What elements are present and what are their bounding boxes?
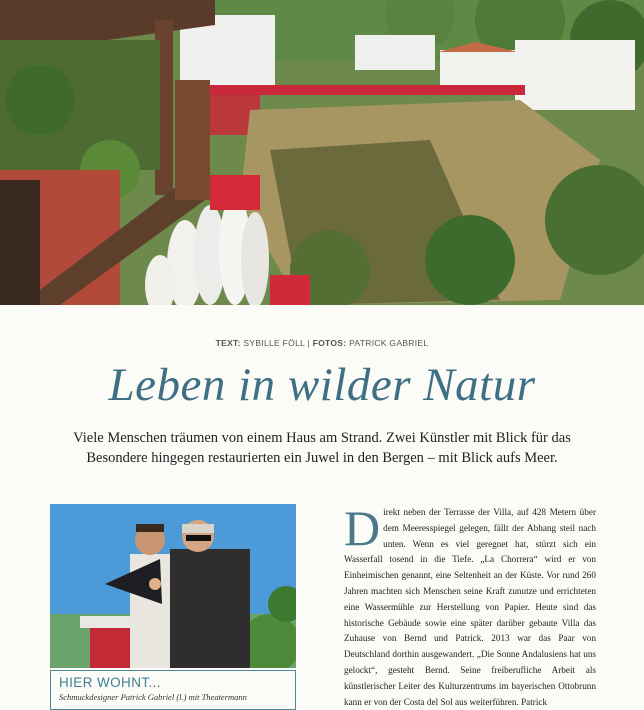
drop-cap: D xyxy=(344,500,381,556)
caption-title: HIER WOHNT... xyxy=(59,675,161,690)
credit-photos-label: FOTOS: xyxy=(312,338,347,348)
portrait-illustration xyxy=(50,504,296,668)
article-body-text: irekt neben der Terrasse der Villa, auf 428 Metern über dem Meeresspiegel gelegen, fällt der Abhang steil nach unten. Wenn es viel geregnet hat, stürzt sich ein Wasserfall tosend in die Tiefe. „La Chorrera“ wird er von Einheimischen genannt, eine Seltenheit an der Küste. Vor rund 260 Jahren machten sich Menschen seine Kraft zunutze und errichteten eine Wassermühle zur Herstellung von Papier. Heute sind das historische Gebäude sowie eine später darüber gebaute Villa das Zuhause von Bernd und Patrick. 2013 war das Paar von Deutschland dorthin ausgewandert. „Die Sonne Andalusiens hat uns gelockt“, gesteht Bernd. Seine freiberufliche Arbeit als künstlerischer Leiter des Kulturzentrums im bayerischen Ottobrunn kann er von der Costa del Sol aus weiterführen. Patrick xyxy=(344,507,596,707)
portrait-photo xyxy=(50,504,296,668)
article-lead: Viele Menschen träumen von einem Haus am Strand. Zwei Künstler mit Blick für das Besondere hingegen restaurierten ein Juwel in den Bergen – mit Blick aufs Meer. xyxy=(73,430,571,466)
caption-box xyxy=(50,670,296,710)
article-title: Leben in wilder Natur xyxy=(108,359,536,411)
caption-subtitle: Schmuckdesigner Patrick Gabriel (l.) mit Theatermann xyxy=(59,692,247,702)
credit-line xyxy=(0,338,644,348)
credit-text-label: TEXT: xyxy=(215,338,241,348)
credit-author: SYBILLE FÖLL xyxy=(243,338,305,348)
credit-photographer: PATRICK GABRIEL xyxy=(349,338,429,348)
hero-photo xyxy=(0,0,644,305)
credit-separator: | xyxy=(304,338,313,348)
hero-illustration xyxy=(0,0,644,305)
article-body xyxy=(344,500,596,710)
